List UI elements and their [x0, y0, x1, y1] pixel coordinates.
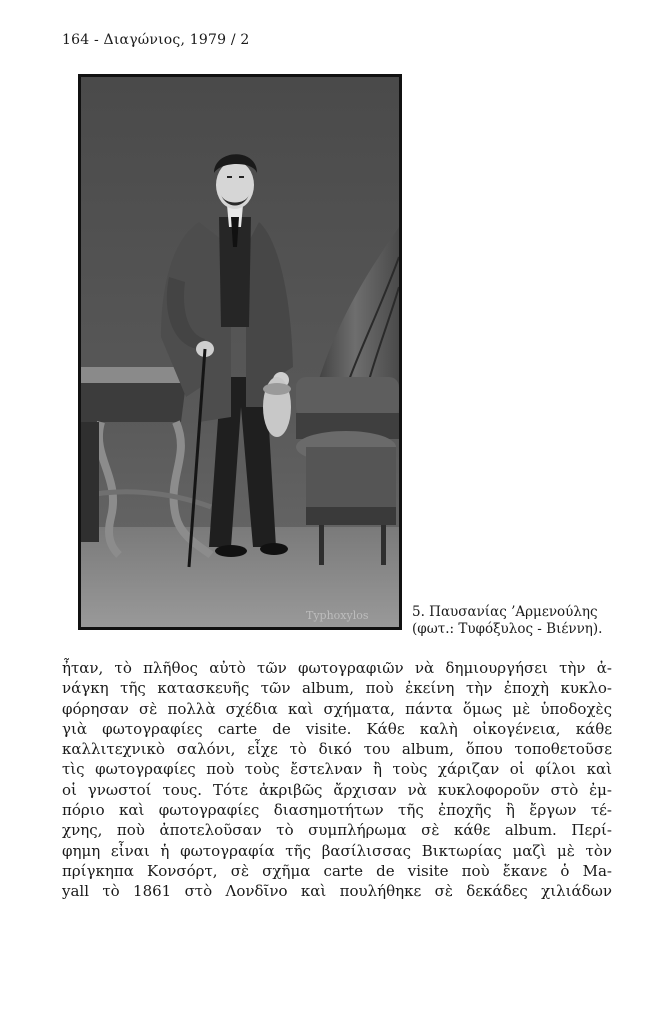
- body-line: yall τὸ 1861 στὸ Λονδῖνο καὶ πουλήθηκε σὲ δεκάδες χιλιάδων: [62, 882, 612, 901]
- body-line: καλλιτεχνικὸ σαλόνι, εἶχε τὸ δικό του album, ὅπου τοποθετοῦσε: [62, 740, 612, 759]
- body-line: οἱ γνωστοί τους. Τότε ἀκριβῶς ἄρχισαν νὰ κυκλοφοροῦν στὸ ἐμ-: [62, 780, 612, 799]
- caption-line-1: 5. Παυσανίας ’Αρμενούλης: [412, 604, 598, 620]
- body-line: νάγκη τῆς κατασκευῆς τῶν album, ποὺ ἐκείνη τὴν ἐποχὴ κυκλο-: [62, 679, 612, 698]
- body-line: φόρησαν σὲ πολλὰ σχέδια καὶ σχήματα, πάντα ὅμως μὲ ὑποδοχὲς: [62, 699, 612, 718]
- portrait-photograph: [78, 74, 402, 630]
- body-line: χνης, ποὺ ἀποτελοῦσαν τὸ συμπλήρωμα σὲ κάθε album. Περί-: [62, 821, 612, 840]
- body-paragraph: [62, 658, 612, 902]
- body-line: πόριο καὶ φωτογραφίες διασημοτήτων τῆς ἐποχῆς ἢ ἔργων τέ-: [62, 801, 612, 820]
- body-line: φημη εἶναι ἡ φωτογραφία τῆς βασίλισσας Βικτωρίας μαζὶ μὲ τὸν: [62, 841, 612, 860]
- body-line: τὶς φωτογραφίες ποὺ τοὺς ἔστελναν ἢ τοὺς χάριζαν οἱ φίλοι καὶ: [62, 760, 612, 779]
- photo-signature: Typhoxylos: [306, 609, 369, 622]
- body-line: ἦταν, τὸ πλῆθος αὐτὸ τῶν φωτογραφιῶν νὰ δημιουργήσει τὴν ἀ-: [62, 659, 612, 677]
- caption-line-2: (φωτ.: Τυφόξυλος - Βιέννη).: [412, 621, 603, 637]
- body-line: πρίγκηπα Κονσόρτ, σὲ σχῆμα carte de visite ποὺ ἔκανε ὁ Ma-: [62, 861, 612, 880]
- running-head: 164 - Διαγώνιος, 1979 / 2: [62, 32, 250, 48]
- body-line: γιὰ φωτογραφίες carte de visite. Κάθε καλὴ οἰκογένεια, κάθε: [62, 719, 612, 738]
- figure-caption: [412, 604, 602, 638]
